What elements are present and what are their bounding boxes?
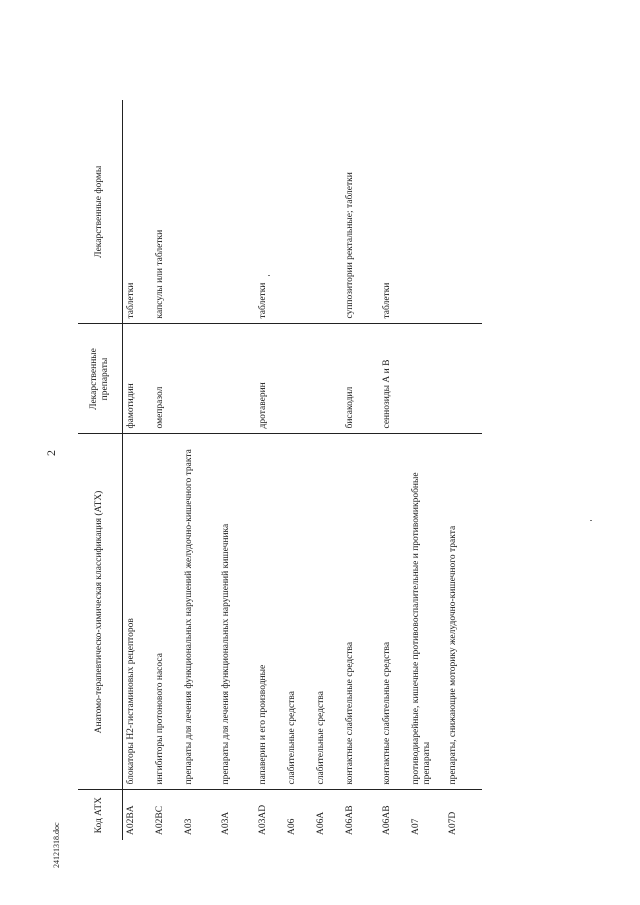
table-row bbox=[218, 100, 255, 840]
cell-code: A07 bbox=[411, 818, 421, 835]
cell-drug bbox=[218, 324, 255, 434]
cell-code: A06 bbox=[287, 818, 297, 835]
header-dosage-forms: Лекарственные формы bbox=[78, 100, 123, 324]
cell-atc: слабительные средства bbox=[284, 434, 313, 790]
cell-atc: препараты, снижающие моторику желудочно-кишечного тракта bbox=[445, 434, 482, 790]
atc-table bbox=[78, 100, 482, 840]
cell-form bbox=[408, 100, 445, 324]
cell-drug: сеннозиды А и В bbox=[379, 324, 408, 434]
cell-drug: омепразол bbox=[152, 324, 181, 434]
cell-form bbox=[181, 100, 218, 324]
cell-form: таблетки bbox=[379, 100, 408, 324]
table-row bbox=[123, 100, 153, 840]
cell-atc: слабительные средства bbox=[313, 434, 342, 790]
cell-form bbox=[284, 100, 313, 324]
table-row bbox=[284, 100, 313, 840]
cell-code: A02BC bbox=[155, 805, 165, 835]
table-row bbox=[379, 100, 408, 840]
cell-code: A07D bbox=[448, 811, 458, 835]
cell-code: A02BA bbox=[126, 805, 136, 835]
table-row bbox=[313, 100, 342, 840]
cell-atc: контактные слабительные средства bbox=[342, 434, 379, 790]
table-row bbox=[152, 100, 181, 840]
cell-form: таблетки bbox=[255, 100, 284, 324]
cell-form: суппозитории ректальные; таблетки bbox=[342, 100, 379, 324]
scan-speck bbox=[590, 520, 592, 521]
cell-drug: бисакодил bbox=[342, 324, 379, 434]
cell-code: A06A bbox=[316, 811, 326, 835]
cell-code: A03A bbox=[221, 811, 231, 835]
cell-drug bbox=[313, 324, 342, 434]
cell-code: A06AB bbox=[345, 805, 355, 835]
cell-drug: фамотидин bbox=[123, 324, 153, 434]
footer-filename: 24121318.doc bbox=[52, 822, 61, 868]
cell-drug: дротаверин bbox=[255, 324, 284, 434]
cell-atc: ингибиторы протонового насоса bbox=[152, 434, 181, 790]
cell-drug bbox=[408, 324, 445, 434]
cell-form bbox=[313, 100, 342, 324]
cell-atc: противодиарейные, кишечные противовоспалительные и противомикробные препараты bbox=[408, 434, 445, 790]
cell-form bbox=[445, 100, 482, 324]
table-row bbox=[255, 100, 284, 840]
cell-drug bbox=[445, 324, 482, 434]
cell-drug bbox=[181, 324, 218, 434]
table-row bbox=[342, 100, 379, 840]
header-drugs: Лекарственные препараты bbox=[78, 324, 123, 434]
cell-code: A06AB bbox=[382, 805, 392, 835]
table-row bbox=[181, 100, 218, 840]
cell-drug bbox=[284, 324, 313, 434]
cell-code: A03 bbox=[184, 818, 194, 835]
cell-form: капсулы или таблетки bbox=[152, 100, 181, 324]
cell-atc: контактные слабительные средства bbox=[379, 434, 408, 790]
cell-form bbox=[218, 100, 255, 324]
cell-atc: папаверин и его производные bbox=[255, 434, 284, 790]
table-header-row bbox=[78, 100, 123, 840]
table-row bbox=[408, 100, 445, 840]
header-code: Код АТХ bbox=[78, 790, 123, 840]
page-number: 2 bbox=[44, 450, 58, 456]
cell-atc: препараты для лечения функциональных нарушений кишечника bbox=[218, 434, 255, 790]
cell-atc: блокаторы Н2-гистаминовых рецепторов bbox=[123, 434, 153, 790]
rotated-table-container bbox=[78, 100, 518, 840]
cell-form: таблетки bbox=[123, 100, 153, 324]
header-atc-classification: Анатомо-терапевтическо-химическая классификация (АТХ) bbox=[78, 434, 123, 790]
cell-atc: препараты для лечения функциональных нарушений желудочно-кишечного тракта bbox=[181, 434, 218, 790]
cell-code: A03AD bbox=[258, 804, 268, 835]
table-row bbox=[445, 100, 482, 840]
